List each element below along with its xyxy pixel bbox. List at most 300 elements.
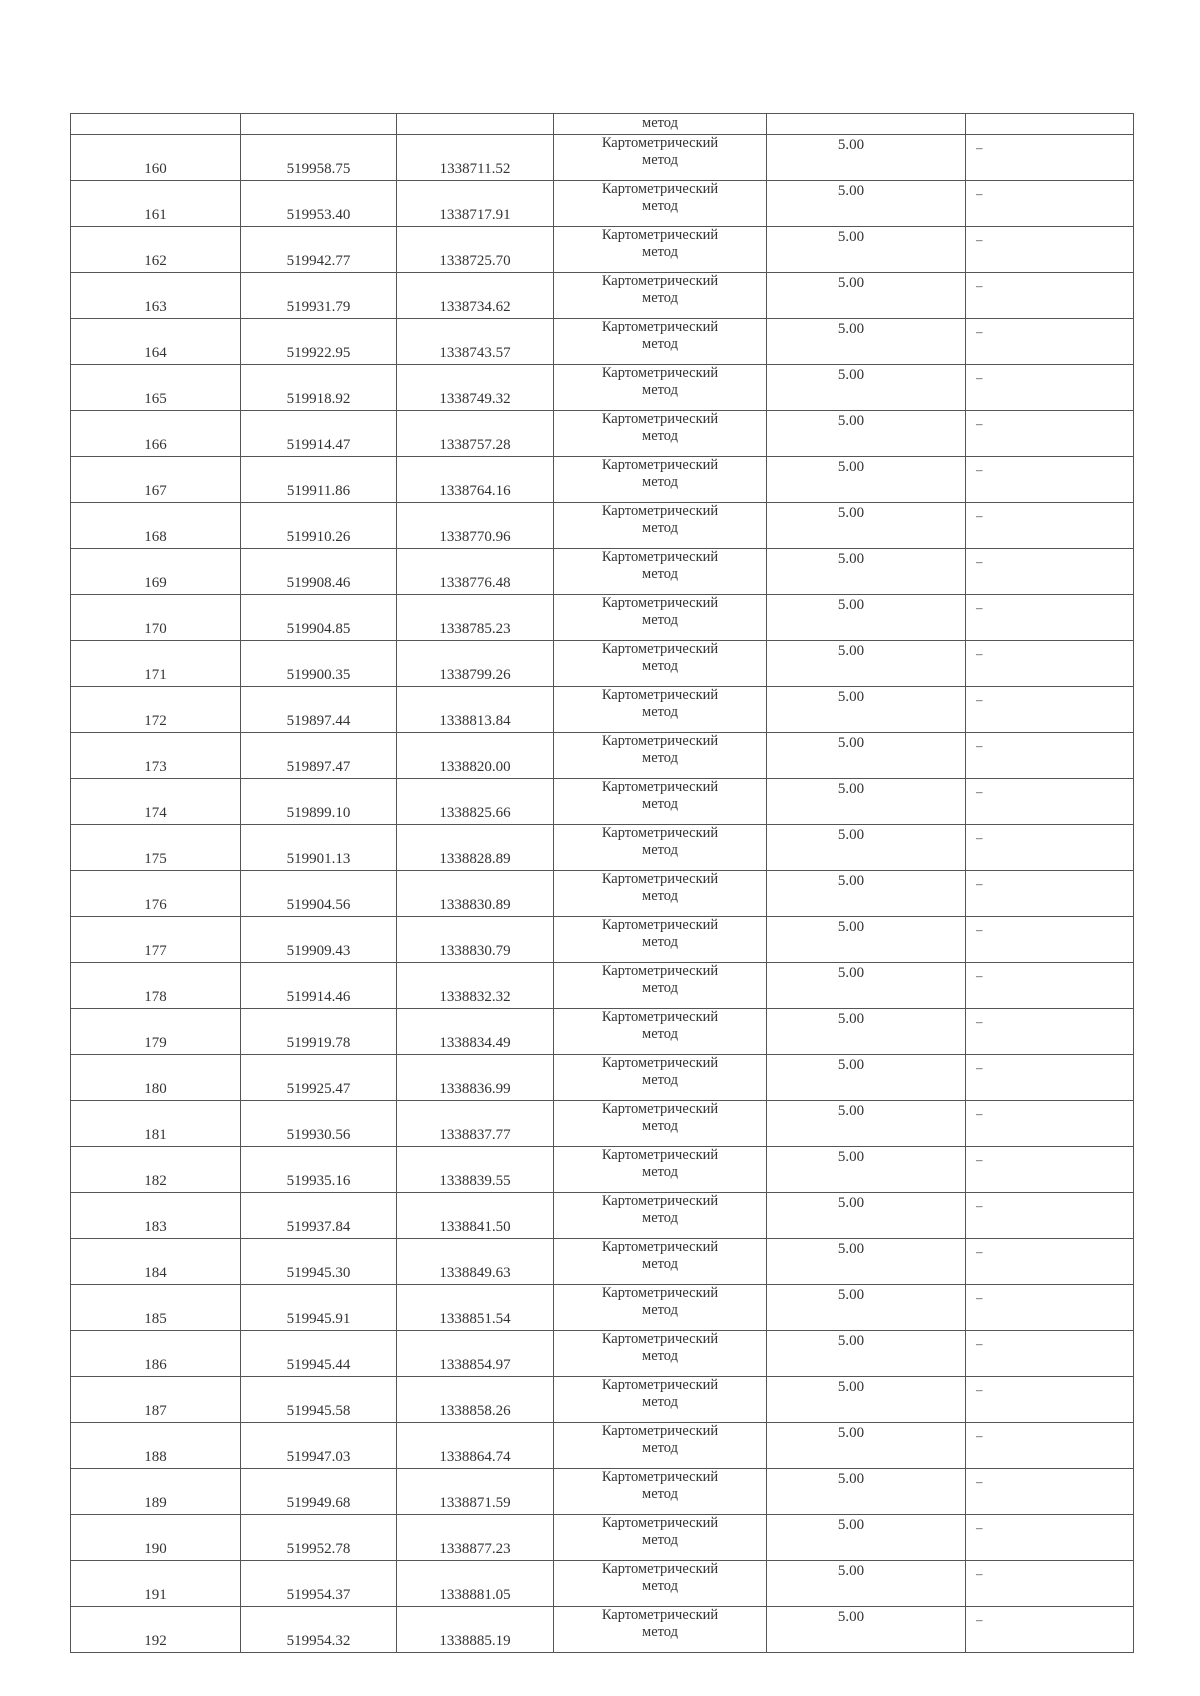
- table-row: [71, 1193, 1134, 1239]
- method-name-line1: Картометрический: [601, 917, 719, 933]
- table-row: [71, 733, 1134, 779]
- note-dash: –: [966, 1607, 1134, 1653]
- point-number: 167: [71, 457, 241, 503]
- method-cell: [554, 549, 767, 595]
- table-row: [71, 1147, 1134, 1193]
- accuracy-value: 5.00: [767, 641, 966, 687]
- method-name-line2: метод: [642, 934, 678, 950]
- note-dash: –: [966, 1147, 1134, 1193]
- table-row: [71, 1101, 1134, 1147]
- method-name-line1: Картометрический: [601, 1515, 719, 1531]
- coordinate-y: 1338836.99: [397, 1055, 554, 1101]
- coordinate-y: 1338837.77: [397, 1101, 554, 1147]
- coordinates-table: [70, 113, 1134, 1653]
- point-number: 171: [71, 641, 241, 687]
- method-name-line2: метод: [642, 428, 678, 444]
- cell-num-empty: [71, 114, 241, 135]
- coordinate-y: 1338871.59: [397, 1469, 554, 1515]
- coordinate-y: 1338885.19: [397, 1607, 554, 1653]
- method-name-line2: метод: [642, 290, 678, 306]
- accuracy-value: 5.00: [767, 1285, 966, 1331]
- coordinate-y: 1338830.79: [397, 917, 554, 963]
- note-dash: –: [966, 825, 1134, 871]
- method-name-line2: метод: [642, 1118, 678, 1134]
- coordinate-x: 519900.35: [241, 641, 397, 687]
- coordinate-x: 519908.46: [241, 549, 397, 595]
- coordinate-y: 1338864.74: [397, 1423, 554, 1469]
- method-cell: [554, 1101, 767, 1147]
- point-number: 164: [71, 319, 241, 365]
- coordinate-y: 1338770.96: [397, 503, 554, 549]
- point-number: 168: [71, 503, 241, 549]
- method-cell: [554, 503, 767, 549]
- coordinate-x: 519945.58: [241, 1377, 397, 1423]
- coordinate-y: 1338799.26: [397, 641, 554, 687]
- method-name-line2: метод: [642, 704, 678, 720]
- method-name-line2: метод: [642, 1210, 678, 1226]
- coordinate-x: 519937.84: [241, 1193, 397, 1239]
- note-dash: –: [966, 227, 1134, 273]
- method-name-line1: Картометрический: [601, 1423, 719, 1439]
- coordinate-x: 519945.44: [241, 1331, 397, 1377]
- method-name-line2: метод: [642, 244, 678, 260]
- method-cell: [554, 917, 767, 963]
- note-dash: –: [966, 1515, 1134, 1561]
- note-dash: –: [966, 1101, 1134, 1147]
- table-row: [71, 273, 1134, 319]
- coordinate-x: 519925.47: [241, 1055, 397, 1101]
- coordinate-x: 519910.26: [241, 503, 397, 549]
- method-name-line1: Картометрический: [601, 1055, 719, 1071]
- coordinate-y: 1338881.05: [397, 1561, 554, 1607]
- note-dash: –: [966, 871, 1134, 917]
- method-cell: [554, 1331, 767, 1377]
- table-row: [71, 779, 1134, 825]
- coordinate-x: 519945.91: [241, 1285, 397, 1331]
- method-name-line1: Картометрический: [601, 1377, 719, 1393]
- table-row: [71, 135, 1134, 181]
- method-name-line2: метод: [642, 566, 678, 582]
- method-name-line1: Картометрический: [601, 1561, 719, 1577]
- method-name-line1: Картометрический: [601, 825, 719, 841]
- method-cell: [554, 273, 767, 319]
- method-name-line2: метод: [642, 198, 678, 214]
- method-cell: [554, 319, 767, 365]
- accuracy-value: 5.00: [767, 549, 966, 595]
- method-name-line1: Картометрический: [601, 595, 719, 611]
- method-cell: [554, 733, 767, 779]
- method-name-line2: метод: [642, 1440, 678, 1456]
- method-cell: [554, 1377, 767, 1423]
- coordinate-x: 519931.79: [241, 273, 397, 319]
- method-name-line2: метод: [642, 382, 678, 398]
- method-name-line2: метод: [642, 796, 678, 812]
- method-name-line2: метод: [642, 152, 678, 168]
- table-row: [71, 1239, 1134, 1285]
- method-name-line2: метод: [642, 842, 678, 858]
- method-cell: [554, 641, 767, 687]
- accuracy-value: 5.00: [767, 227, 966, 273]
- method-cell: [554, 1285, 767, 1331]
- coordinate-y: 1338749.32: [397, 365, 554, 411]
- method-cell: [554, 1193, 767, 1239]
- table-row: [71, 227, 1134, 273]
- coordinate-y: 1338841.50: [397, 1193, 554, 1239]
- method-name-line2: метод: [642, 1302, 678, 1318]
- accuracy-value: 5.00: [767, 917, 966, 963]
- accuracy-value: 5.00: [767, 1193, 966, 1239]
- note-dash: –: [966, 687, 1134, 733]
- method-name-line1: Картометрический: [601, 1009, 719, 1025]
- method-name-line1: Картометрический: [601, 779, 719, 795]
- note-dash: –: [966, 595, 1134, 641]
- table-row: [71, 549, 1134, 595]
- method-name-line1: Картометрический: [601, 1607, 719, 1623]
- table-row: [71, 1377, 1134, 1423]
- coordinate-y: 1338854.97: [397, 1331, 554, 1377]
- point-number: 170: [71, 595, 241, 641]
- method-cell: [554, 181, 767, 227]
- method-name-line2: метод: [642, 1624, 678, 1640]
- accuracy-value: 5.00: [767, 457, 966, 503]
- note-dash: –: [966, 503, 1134, 549]
- point-number: 162: [71, 227, 241, 273]
- method-name-line1: Картометрический: [601, 1101, 719, 1117]
- table-row: [71, 1423, 1134, 1469]
- coordinate-x: 519942.77: [241, 227, 397, 273]
- table-row: [71, 457, 1134, 503]
- method-name-line2: метод: [642, 520, 678, 536]
- accuracy-value: 5.00: [767, 319, 966, 365]
- table-row: [71, 963, 1134, 1009]
- point-number: 185: [71, 1285, 241, 1331]
- method-name-line1: Картометрический: [601, 273, 719, 289]
- accuracy-value: 5.00: [767, 1607, 966, 1653]
- method-cell: [554, 1239, 767, 1285]
- accuracy-value: 5.00: [767, 1469, 966, 1515]
- note-dash: –: [966, 273, 1134, 319]
- method-name-line1: Картометрический: [601, 641, 719, 657]
- coordinate-x: 519954.37: [241, 1561, 397, 1607]
- table-row: [71, 181, 1134, 227]
- method-name-line2: метод: [642, 658, 678, 674]
- point-number: 190: [71, 1515, 241, 1561]
- method-name-line1: Картометрический: [601, 411, 719, 427]
- note-dash: –: [966, 1469, 1134, 1515]
- method-cell: [554, 227, 767, 273]
- coordinate-x: 519904.85: [241, 595, 397, 641]
- note-dash: –: [966, 181, 1134, 227]
- note-dash: –: [966, 963, 1134, 1009]
- table-row: [71, 1055, 1134, 1101]
- coordinate-y: 1338764.16: [397, 457, 554, 503]
- note-dash: –: [966, 1423, 1134, 1469]
- note-dash: –: [966, 1331, 1134, 1377]
- table-row: [71, 365, 1134, 411]
- table-row: [71, 411, 1134, 457]
- coordinate-x: 519947.03: [241, 1423, 397, 1469]
- note-dash: –: [966, 135, 1134, 181]
- method-name-line1: Картометрический: [601, 227, 719, 243]
- coordinate-x: 519897.44: [241, 687, 397, 733]
- table-row: [71, 1515, 1134, 1561]
- method-name-line1: Картометрический: [601, 549, 719, 565]
- method-cell: [554, 1515, 767, 1561]
- point-number: 174: [71, 779, 241, 825]
- cell-y-empty: [397, 114, 554, 135]
- coordinate-x: 519952.78: [241, 1515, 397, 1561]
- table-row: [71, 1469, 1134, 1515]
- method-name-line1: Картометрический: [601, 503, 719, 519]
- coordinate-x: 519935.16: [241, 1147, 397, 1193]
- point-number: 189: [71, 1469, 241, 1515]
- method-cell: [554, 135, 767, 181]
- point-number: 166: [71, 411, 241, 457]
- accuracy-value: 5.00: [767, 595, 966, 641]
- table-row: [71, 1285, 1134, 1331]
- coordinate-x: 519901.13: [241, 825, 397, 871]
- method-name-line2: метод: [642, 612, 678, 628]
- coordinate-x: 519899.10: [241, 779, 397, 825]
- coordinates-table-body: [71, 114, 1134, 1653]
- accuracy-value: 5.00: [767, 135, 966, 181]
- point-number: 181: [71, 1101, 241, 1147]
- cell-accuracy-empty: [767, 114, 966, 135]
- accuracy-value: 5.00: [767, 1101, 966, 1147]
- method-cell: [554, 365, 767, 411]
- note-dash: –: [966, 1239, 1134, 1285]
- coordinate-y: 1338832.32: [397, 963, 554, 1009]
- accuracy-value: 5.00: [767, 1147, 966, 1193]
- accuracy-value: 5.00: [767, 1561, 966, 1607]
- point-number: 177: [71, 917, 241, 963]
- method-name-line2: метод: [642, 980, 678, 996]
- note-dash: –: [966, 733, 1134, 779]
- accuracy-value: 5.00: [767, 411, 966, 457]
- cell-note-empty: [966, 114, 1134, 135]
- coordinate-x: 519904.56: [241, 871, 397, 917]
- method-name-line2: метод: [642, 750, 678, 766]
- method-name-line2: метод: [642, 1532, 678, 1548]
- table-row: [71, 641, 1134, 687]
- coordinate-x: 519945.30: [241, 1239, 397, 1285]
- method-name-line1: Картометрический: [601, 319, 719, 335]
- method-name-line2: метод: [642, 1256, 678, 1272]
- method-name-line2: метод: [642, 888, 678, 904]
- note-dash: –: [966, 917, 1134, 963]
- accuracy-value: 5.00: [767, 963, 966, 1009]
- note-dash: –: [966, 1193, 1134, 1239]
- table-row: [71, 825, 1134, 871]
- coordinate-x: 519909.43: [241, 917, 397, 963]
- method-cell: [554, 871, 767, 917]
- coordinate-x: 519958.75: [241, 135, 397, 181]
- method-cell: [554, 963, 767, 1009]
- coordinate-y: 1338825.66: [397, 779, 554, 825]
- point-number: 173: [71, 733, 241, 779]
- coordinate-x: 519954.32: [241, 1607, 397, 1653]
- coordinate-x: 519919.78: [241, 1009, 397, 1055]
- method-name-line1: Картометрический: [601, 871, 719, 887]
- point-number: 169: [71, 549, 241, 595]
- method-name-line1: Картометрический: [601, 457, 719, 473]
- accuracy-value: 5.00: [767, 1331, 966, 1377]
- coordinate-x: 519914.47: [241, 411, 397, 457]
- coordinate-y: 1338813.84: [397, 687, 554, 733]
- note-dash: –: [966, 1009, 1134, 1055]
- method-name-line1: Картометрический: [601, 181, 719, 197]
- method-cell: [554, 1147, 767, 1193]
- method-name-line2: метод: [642, 1164, 678, 1180]
- point-number: 163: [71, 273, 241, 319]
- note-dash: –: [966, 549, 1134, 595]
- accuracy-value: 5.00: [767, 1055, 966, 1101]
- point-number: 182: [71, 1147, 241, 1193]
- table-row: [71, 503, 1134, 549]
- coordinate-x: 519949.68: [241, 1469, 397, 1515]
- method-cell: [554, 1055, 767, 1101]
- coordinate-y: 1338757.28: [397, 411, 554, 457]
- table-row: [71, 1607, 1134, 1653]
- cell-x-empty: [241, 114, 397, 135]
- note-dash: –: [966, 411, 1134, 457]
- method-name-line2: метод: [642, 474, 678, 490]
- coordinate-y: 1338828.89: [397, 825, 554, 871]
- method-cell: [554, 779, 767, 825]
- point-number: 179: [71, 1009, 241, 1055]
- method-cell: [554, 1469, 767, 1515]
- method-name-line1: Картометрический: [601, 733, 719, 749]
- method-cell: [554, 595, 767, 641]
- method-cell: [554, 1561, 767, 1607]
- note-dash: –: [966, 457, 1134, 503]
- method-name-line1: Картометрический: [601, 1331, 719, 1347]
- method-cell: [554, 687, 767, 733]
- accuracy-value: 5.00: [767, 825, 966, 871]
- accuracy-value: 5.00: [767, 1009, 966, 1055]
- table-row: [71, 595, 1134, 641]
- coordinate-y: 1338785.23: [397, 595, 554, 641]
- method-cell: [554, 457, 767, 503]
- coordinate-y: 1338776.48: [397, 549, 554, 595]
- accuracy-value: 5.00: [767, 503, 966, 549]
- coordinate-y: 1338858.26: [397, 1377, 554, 1423]
- method-name-line2: метод: [642, 1072, 678, 1088]
- note-dash: –: [966, 1055, 1134, 1101]
- accuracy-value: 5.00: [767, 779, 966, 825]
- table-row-continued: [71, 114, 1134, 135]
- method-cell: [554, 1423, 767, 1469]
- method-name-line1: Картометрический: [601, 1469, 719, 1485]
- table-row: [71, 871, 1134, 917]
- accuracy-value: 5.00: [767, 1239, 966, 1285]
- method-name-line2: метод: [642, 336, 678, 352]
- note-dash: –: [966, 1285, 1134, 1331]
- method-name-line1: Картометрический: [601, 365, 719, 381]
- accuracy-value: 5.00: [767, 273, 966, 319]
- table-row: [71, 917, 1134, 963]
- method-name-line2: метод: [642, 1578, 678, 1594]
- table-row: [71, 1009, 1134, 1055]
- coordinate-x: 519897.47: [241, 733, 397, 779]
- point-number: 184: [71, 1239, 241, 1285]
- coordinate-y: 1338734.62: [397, 273, 554, 319]
- method-name-line1: Картометрический: [601, 963, 719, 979]
- method-name-line1: Картометрический: [601, 1285, 719, 1301]
- coordinate-y: 1338849.63: [397, 1239, 554, 1285]
- method-name-line2: метод: [642, 1394, 678, 1410]
- coordinate-x: 519911.86: [241, 457, 397, 503]
- accuracy-value: 5.00: [767, 1377, 966, 1423]
- point-number: 178: [71, 963, 241, 1009]
- method-name-line1: Картометрический: [601, 1147, 719, 1163]
- method-cell: [554, 1607, 767, 1653]
- method-name-line1: Картометрический: [601, 135, 719, 151]
- method-name-line2: метод: [642, 1026, 678, 1042]
- point-number: 183: [71, 1193, 241, 1239]
- accuracy-value: 5.00: [767, 181, 966, 227]
- table-row: [71, 319, 1134, 365]
- coordinate-y: 1338717.91: [397, 181, 554, 227]
- coordinate-y: 1338725.70: [397, 227, 554, 273]
- point-number: 180: [71, 1055, 241, 1101]
- coordinate-x: 519918.92: [241, 365, 397, 411]
- accuracy-value: 5.00: [767, 365, 966, 411]
- point-number: 187: [71, 1377, 241, 1423]
- table-row: [71, 1561, 1134, 1607]
- point-number: 161: [71, 181, 241, 227]
- method-name-line1: Картометрический: [601, 1193, 719, 1209]
- coordinate-y: 1338834.49: [397, 1009, 554, 1055]
- table-row: [71, 687, 1134, 733]
- coordinate-y: 1338820.00: [397, 733, 554, 779]
- coordinate-y: 1338839.55: [397, 1147, 554, 1193]
- method-name-line2: метод: [642, 1486, 678, 1502]
- point-number: 160: [71, 135, 241, 181]
- point-number: 175: [71, 825, 241, 871]
- coordinate-x: 519922.95: [241, 319, 397, 365]
- coordinate-y: 1338851.54: [397, 1285, 554, 1331]
- accuracy-value: 5.00: [767, 1423, 966, 1469]
- note-dash: –: [966, 1561, 1134, 1607]
- coordinate-y: 1338711.52: [397, 135, 554, 181]
- accuracy-value: 5.00: [767, 871, 966, 917]
- coordinate-y: 1338877.23: [397, 1515, 554, 1561]
- coordinate-x: 519914.46: [241, 963, 397, 1009]
- accuracy-value: 5.00: [767, 1515, 966, 1561]
- note-dash: –: [966, 365, 1134, 411]
- point-number: 191: [71, 1561, 241, 1607]
- method-cell: [554, 825, 767, 871]
- method-name-line1: Картометрический: [601, 1239, 719, 1255]
- method-cell: [554, 1009, 767, 1055]
- cell-method-tail: метод: [554, 114, 767, 135]
- point-number: 176: [71, 871, 241, 917]
- note-dash: –: [966, 1377, 1134, 1423]
- method-name-line2: метод: [642, 1348, 678, 1364]
- point-number: 186: [71, 1331, 241, 1377]
- point-number: 165: [71, 365, 241, 411]
- note-dash: –: [966, 779, 1134, 825]
- method-cell: [554, 411, 767, 457]
- coordinate-x: 519953.40: [241, 181, 397, 227]
- coordinate-y: 1338830.89: [397, 871, 554, 917]
- method-name-line1: Картометрический: [601, 687, 719, 703]
- coordinate-y: 1338743.57: [397, 319, 554, 365]
- coordinate-x: 519930.56: [241, 1101, 397, 1147]
- accuracy-value: 5.00: [767, 733, 966, 779]
- point-number: 172: [71, 687, 241, 733]
